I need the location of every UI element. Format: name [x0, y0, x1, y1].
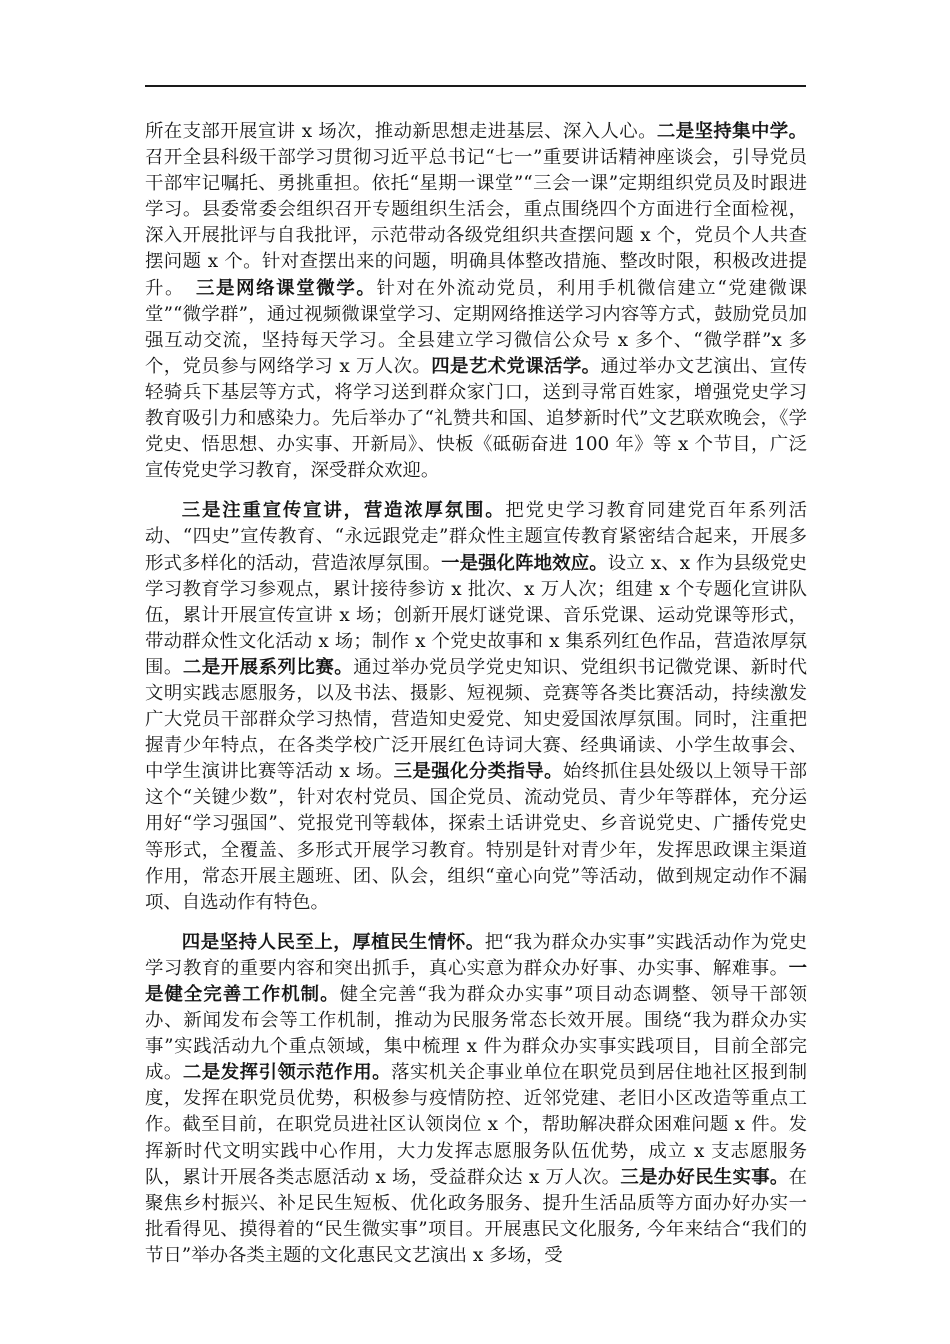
section-heading-run: 三是注重宣传宣讲，营造浓厚氛围。 [181, 500, 506, 522]
section-heading-run: 四是坚持人民至上，厚植民生情怀。 [181, 931, 485, 953]
text-run: 落实机关企事业单位在职党员到居住地社区报到制度，发挥在职党员优势，积极参与疫情防控、近邻党建、老旧小区改造等重点工作。截至目前，在职党员进社区认领岗位 x 个，帮助解决群众困难问题 x 件。发挥新时代文明实践中心作用，大力发挥志愿服务队伍优势，成立 x 支志愿服务队，累计开展各类志愿活动 x 场，受益群众达 x 万人次。 [145, 1062, 807, 1188]
text-run: 召开全县科级干部学习贯彻习近平总书记“七一”重要讲话精神座谈会，引导党员干部牢记嘱托、勇挑重担。依托“星期一课堂”“三会一课”定期组织党员及时跟进学习。县委常委会组织召开专题组织生活会，重点围绕四个方面进行全面检视，深入开展批评与自我批评，示范带动各级党组织共查摆问题 x 个，党员个人共查摆问题 x 个。针对查摆出来的问题，明确具体整改措施、整改时限，积极改进提升。 [145, 147, 807, 299]
bold-heading-run: 二是坚持集中学。 [656, 121, 807, 142]
text-run: 设立 x、x 作为县级党史学习教育学习参观点，累计接待参访 x 批次、x 万人次；组建 x 个专题化宣讲队伍，累计开展宣传宣讲 x 场；创新开展灯谜党课、音乐党课、运动党课等形式，带动群众性文化活动 x 场；制作 x 个党史故事和 x 集系列红色作品，营造浓厚氛围。 [145, 552, 807, 678]
text-run: 所在支部开展宣讲 x 场次，推动新思想走进基层、深入人心。 [145, 121, 657, 142]
text-run: 在聚焦乡村振兴、补足民生短板、优化政务服务、提升生活品质等方面办好办实一批看得见、摸得着的“民生微实事”项目。开展惠民文化服务, 今年来结合“我们的节日”举办各类主题的文化惠民文艺演出 x 多场，受 [145, 1166, 807, 1266]
text-run: 通过举办文艺演出、宣传轻骑兵下基层等方式，将学习送到群众家门口，送到寻常百姓家，增强党史学习教育吸引力和感染力。先后举办了“礼赞共和国、追梦新时代”文艺联欢晚会，《学党史、悟思想、办实事、开新局》、快板《砥砺奋进 100 年》等 x 个节目，广泛宣传党史学习教育，深受群众欢迎。 [145, 355, 807, 482]
bold-heading-run: 一是健全完善工作机制。 [145, 957, 807, 1005]
bold-heading-run: 三是网络课堂微学。 [195, 277, 377, 299]
text-run: 把党史学习教育同建党百年系列活动、“四史”宣传教育、“永远跟党走”群众性主题宣传教育紧密结合起来，开展多形式多样化的活动，营造浓厚氛围。 [145, 500, 807, 574]
bold-heading-run: 三是强化分类指导。 [393, 761, 563, 783]
bold-heading-run: 二是开展系列比赛。 [182, 656, 354, 678]
text-run: 通过举办党员学党史知识、党组织书记微党课、新时代文明实践志愿服务，以及书法、摄影、短视频、竞赛等各类比赛活动，持续激发广大党员干部群众学习热情，营造知史爱党、知史爱国浓厚氛围。同时，注重把握青少年特点，在各类学校广泛开展红色诗词大赛、经典诵读、小学生故事会、中学生演讲比赛等活动 x 场。 [145, 656, 807, 783]
text-run: 针对在外流动党员，利用手机微信建立“党建微课堂”“微学群”，通过视频微课堂学习、定期网络推送学习内容等方式，鼓励党员加强互动交流，坚持每天学习。全县建立学习微信公众号 x 多个、“微学群”x 多个，党员参与网络学习 x 万人次。 [145, 277, 807, 377]
paragraph-1 [145, 119, 807, 484]
bold-heading-run: 四是艺术党课活学。 [431, 355, 601, 377]
bold-heading-run: 二是发挥引领示范作用。 [182, 1062, 392, 1084]
text-run: 把“我为群众办实事”实践活动作为党史学习教育的重要内容和突出抓手，真心实意为群众办好事、办实事、解难事。 [145, 931, 807, 979]
paragraph-3 [145, 930, 807, 1269]
text-run: 健全完善“我为群众办实事”项目动态调整、领导干部领办、新闻发布会等工作机制，推动为民服务常态长效开展。围绕“我为群众办实事”实践活动九个重点领域，集中梳理 x 件为群众办实事实践项目，目前全部完成。 [145, 984, 807, 1084]
bold-heading-run: 三是办好民生实事。 [620, 1166, 789, 1188]
paragraph-2 [145, 498, 807, 916]
header-rule [145, 85, 806, 87]
bold-heading-run: 一是强化阵地效应。 [441, 552, 608, 574]
document-body [145, 119, 807, 1269]
text-run: 始终抓住县处级以上领导干部这个“关键少数”，针对农村党员、国企党员、流动党员、青少年等群体，充分运用好“学习强国”、党报党刊等载体，探索土话讲党史、乡音说党史、广播传党史等形式，全覆盖、多形式开展学习教育。特别是针对青少年，发挥思政课主渠道作用，常态开展主题班、团、队会，组织“童心向党”等活动，做到规定动作不漏项、自选动作有特色。 [145, 761, 807, 913]
